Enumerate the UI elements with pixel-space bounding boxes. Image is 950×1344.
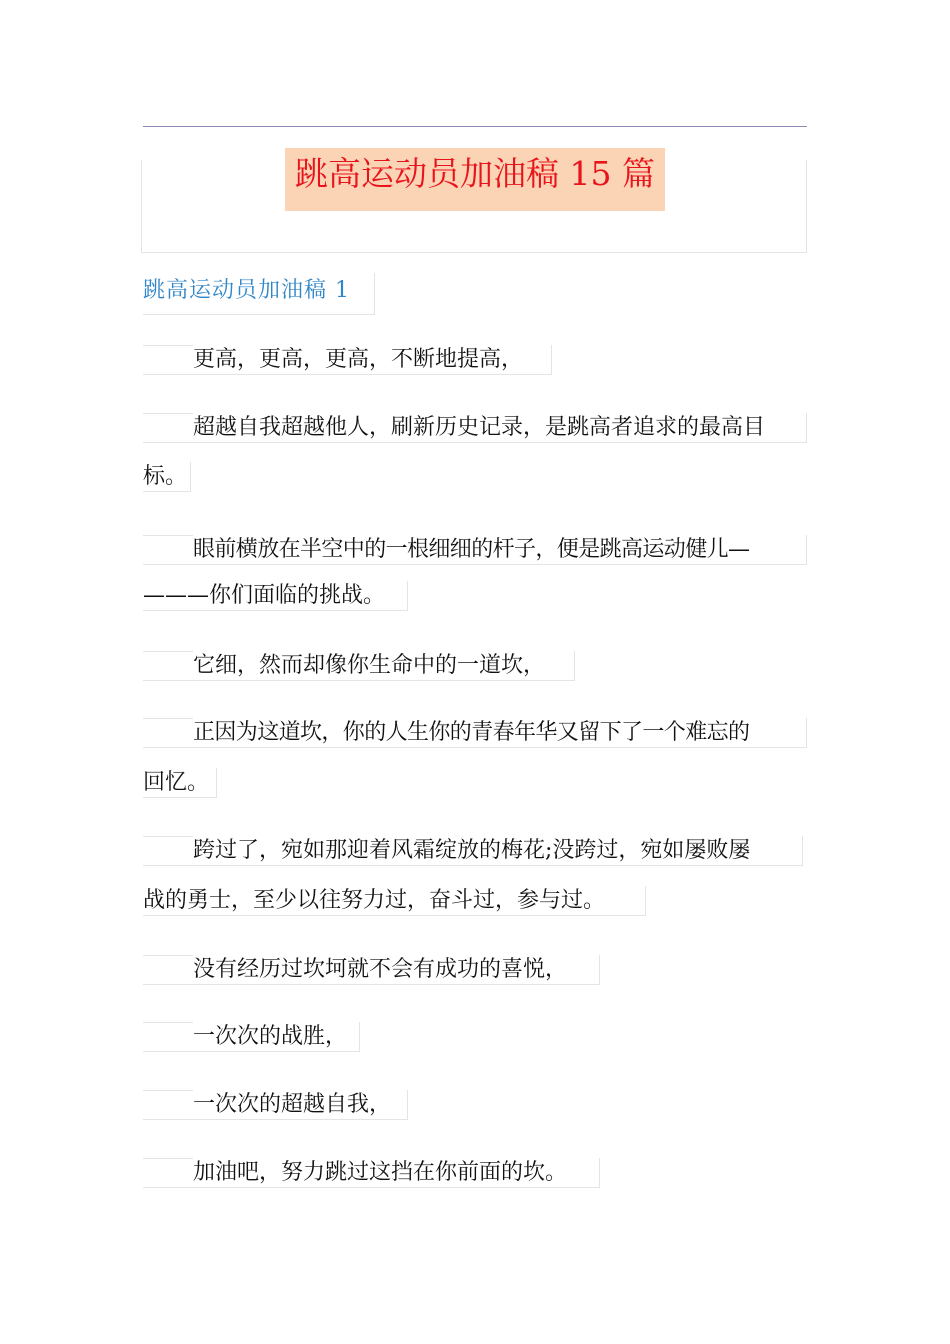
section-heading: 跳高运动员加油稿 1 bbox=[143, 273, 375, 315]
header-rule bbox=[143, 126, 807, 127]
paragraph-line: 眼前横放在半空中的一根细细的杆子，便是跳高运动健儿— bbox=[143, 535, 807, 565]
paragraph-line: 更高，更高，更高，不断地提高， bbox=[143, 345, 552, 375]
paragraph-line: 跨过了，宛如那迎着风霜绽放的梅花;没跨过，宛如屡败屡 bbox=[143, 836, 803, 866]
paragraph-line: 正因为这道坎，你的人生你的青春年华又留下了一个难忘的 bbox=[143, 718, 807, 748]
paragraph-line: 加油吧，努力跳过这挡在你前面的坎。 bbox=[143, 1158, 600, 1188]
paragraph-line: 一次次的战胜， bbox=[143, 1022, 360, 1052]
paragraph-line: 回忆。 bbox=[143, 768, 217, 798]
paragraph-line: 没有经历过坎坷就不会有成功的喜悦， bbox=[143, 955, 600, 985]
paragraph-line: 战的勇士，至少以往努力过，奋斗过，参与过。 bbox=[143, 886, 646, 916]
paragraph-line: 一次次的超越自我， bbox=[143, 1090, 408, 1120]
paragraph-line: 它细，然而却像你生命中的一道坎， bbox=[143, 651, 575, 681]
paragraph-line: ———你们面临的挑战。 bbox=[143, 581, 408, 611]
document-title: 跳高运动员加油稿 15 篇 bbox=[285, 148, 665, 211]
paragraph-line: 标。 bbox=[143, 462, 191, 492]
paragraph-line: 超越自我超越他人，刷新历史记录，是跳高者追求的最高目 bbox=[143, 413, 807, 443]
